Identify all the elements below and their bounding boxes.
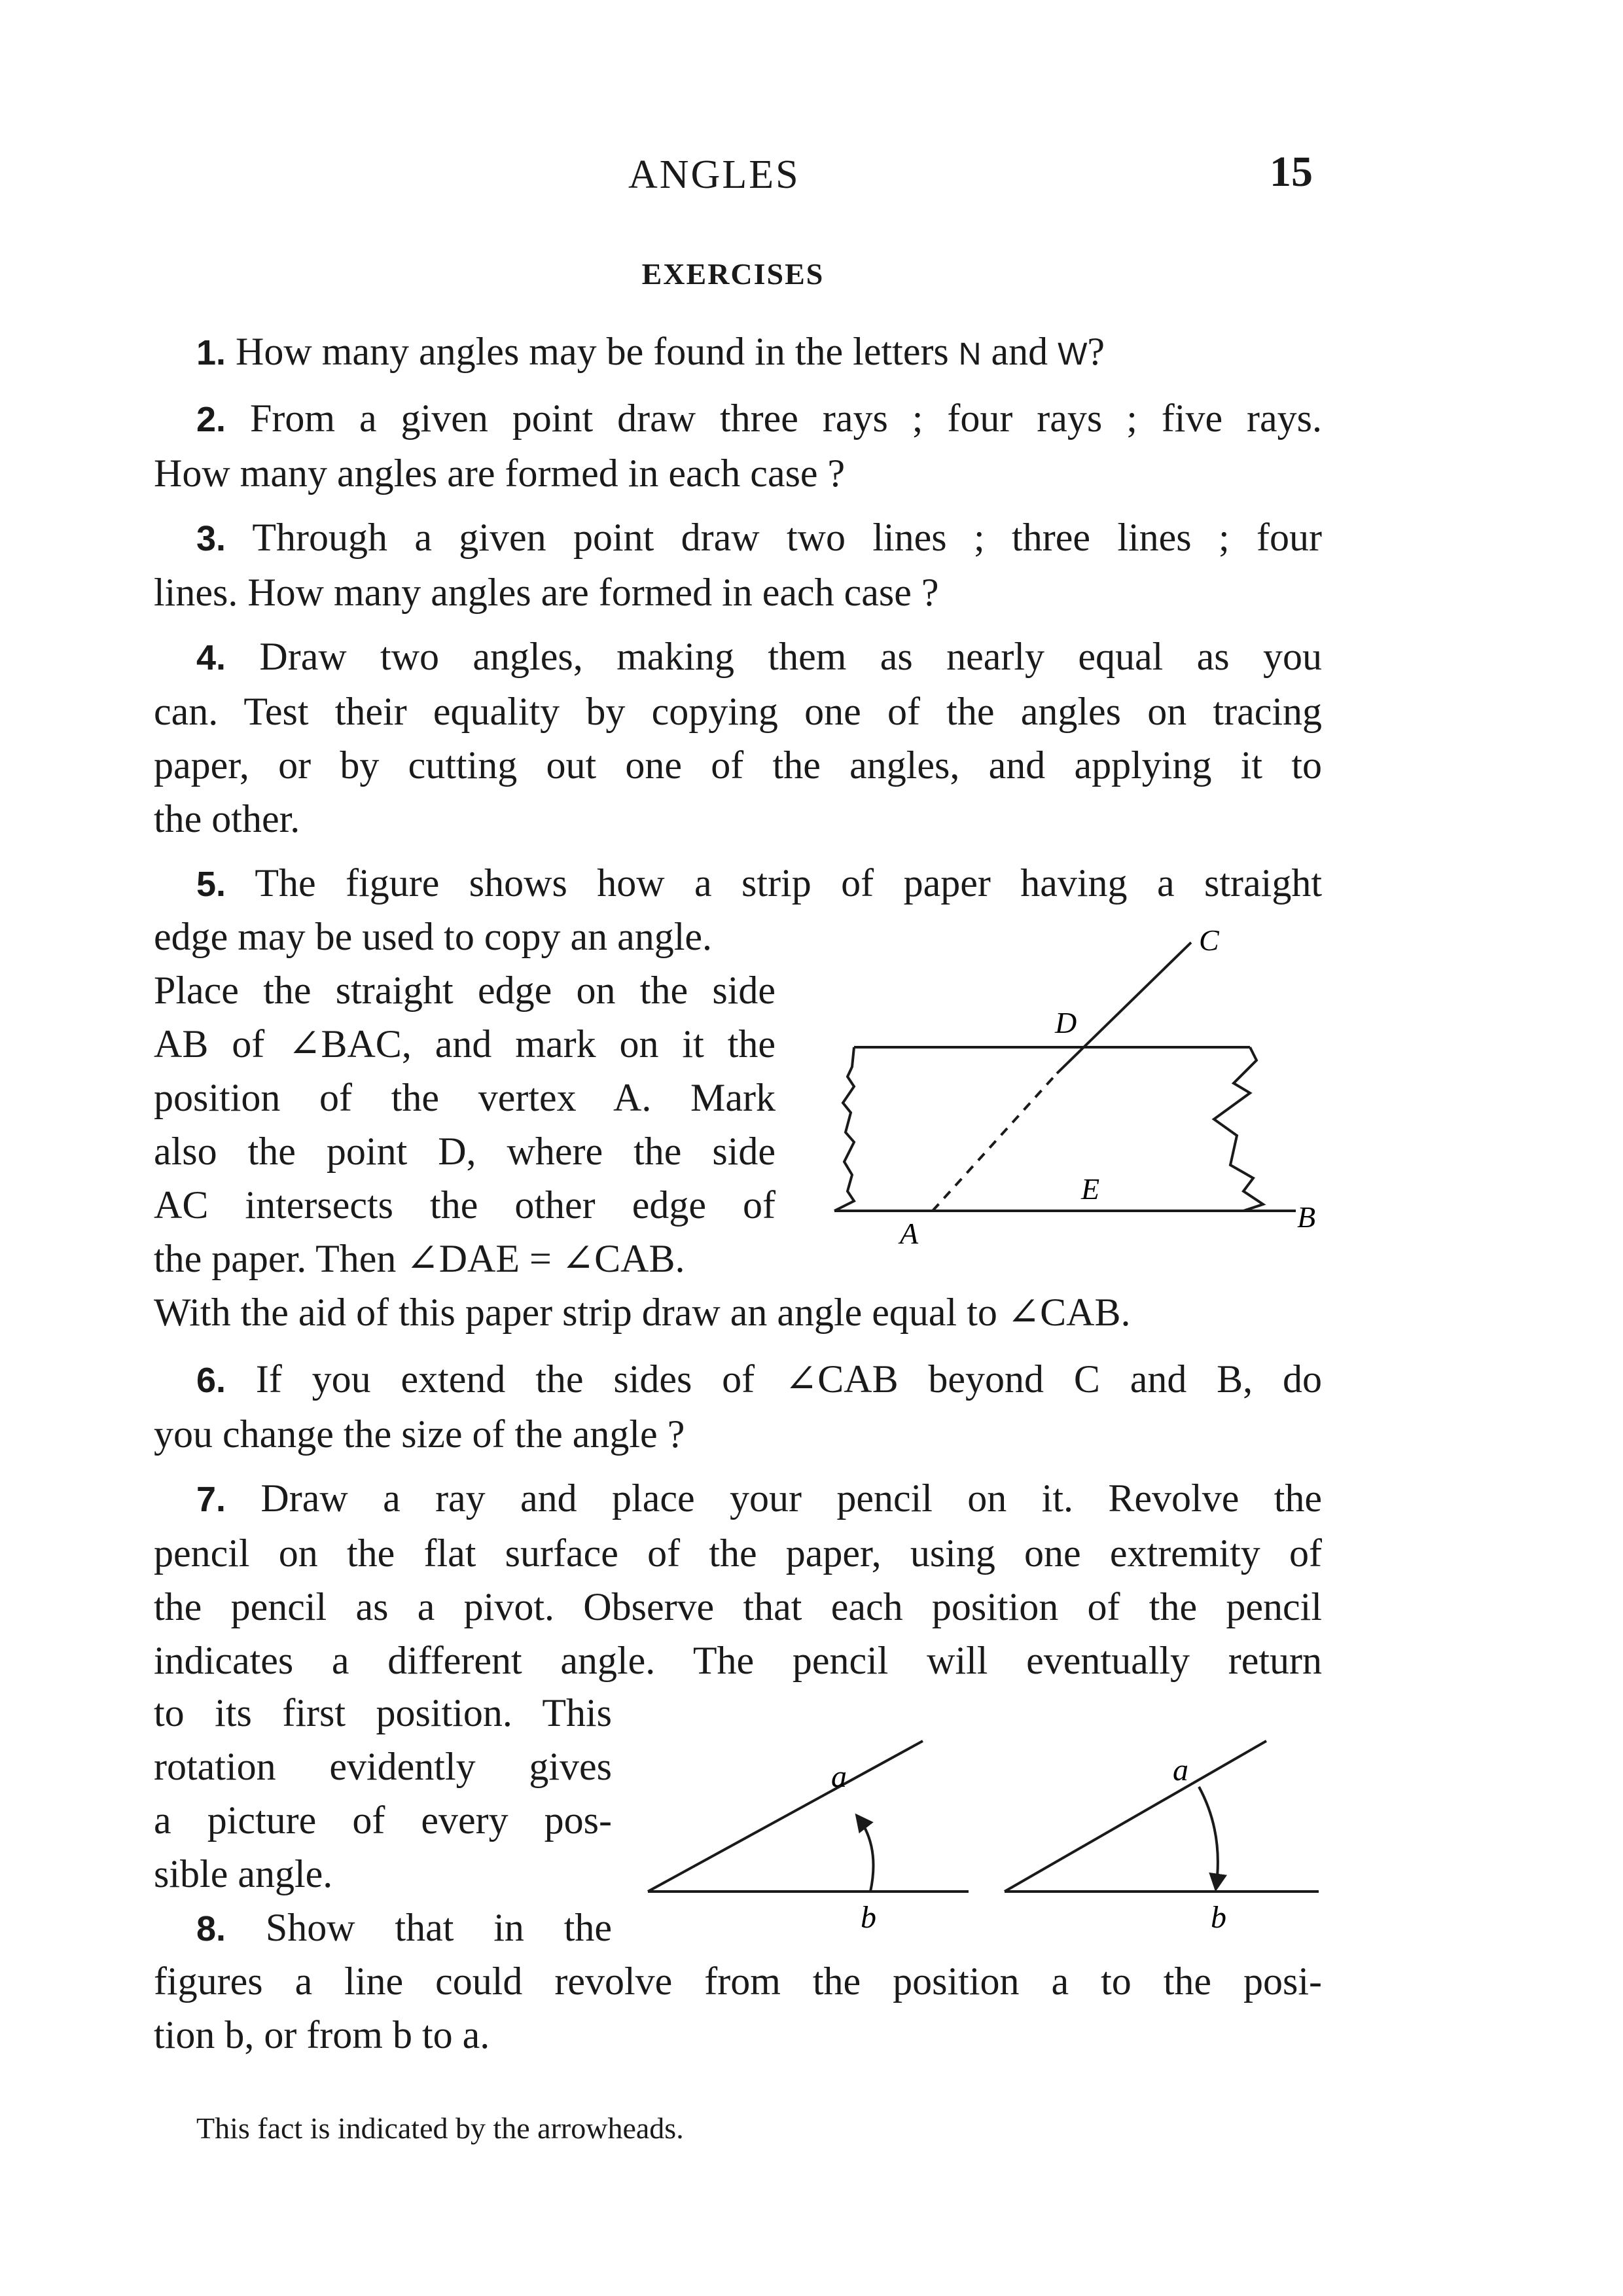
exercise-number: 6. <box>196 1361 226 1400</box>
exercise-number: 3. <box>196 519 226 558</box>
left-ray-a <box>648 1741 923 1892</box>
exercise-number: 7. <box>196 1480 226 1519</box>
ray-ac-dashed <box>933 1073 1057 1211</box>
footnote: This fact is indicated by the arrowheads. <box>196 2111 684 2145</box>
label-d: D <box>1055 1006 1077 1039</box>
right-arc-arrow <box>1199 1787 1218 1888</box>
left-label-a: a <box>831 1759 847 1794</box>
exercise-number: 8. <box>196 1909 226 1948</box>
right-label-a: a <box>1173 1753 1188 1787</box>
exercise-number: 2. <box>196 400 226 439</box>
running-header: ANGLES <box>628 152 800 197</box>
exercise-7-wrapped-text: to its first position. This rotation evidently gives a picture of every pos- sible angle. <box>154 1691 612 1895</box>
exercise-number: 1. <box>196 333 226 372</box>
exercise-number: 5. <box>196 865 226 904</box>
rotation-figures <box>635 1715 1342 1937</box>
label-b: B <box>1297 1200 1316 1234</box>
exercise-7: 7. Draw a ray and place your pencil on it. Revolve the pencil on the flat surface of the paper, using one extremity of the pencil as a pivot. Observe that each position of the pencil indicates a different angle. The pencil will eventually return <box>154 1477 1322 1682</box>
exercise-number: 4. <box>196 638 226 677</box>
exercise-4: 4. Draw two angles, making them as nearly equal as you can. Test their equality by copying one of the angles on tracing paper, or by cutting out one of the angles, and applying it to the other. <box>154 635 1322 840</box>
letter-n: N <box>958 337 982 372</box>
exercise-5-wrapped-text: edge may be used to copy an angle. Place the straight edge on the side AB of ∠BAC, and mark on it the position of the vertex A. Mark also the point D, where the side AC intersects the other edge of the paper. Then ∠DAE = ∠CAB. <box>154 915 776 1280</box>
right-ray-a <box>1005 1741 1266 1892</box>
exercise-1: 1. How many angles may be found in the letters N and W? <box>196 330 1105 373</box>
paper-strip-figure <box>825 916 1335 1257</box>
letter-w: W <box>1058 337 1088 372</box>
label-a: A <box>900 1217 919 1250</box>
strip-right-torn-edge <box>1214 1047 1263 1211</box>
exercise-6: 6. If you extend the sides of ∠CAB beyond C and B, do you change the size of the angle ? <box>154 1357 1323 1456</box>
ray-ac-solid <box>1057 942 1191 1073</box>
label-e: E <box>1081 1172 1100 1206</box>
page-number: 15 <box>1270 148 1313 196</box>
strip-left-torn-edge <box>834 1047 854 1211</box>
section-title: EXERCISES <box>641 257 825 291</box>
exercise-3: 3. Through a given point draw two lines ; three lines ; four lines. How many angles are formed in each case ? <box>154 516 1322 614</box>
exercise-5: 5. The figure shows how a strip of paper having a straight <box>196 861 1322 905</box>
label-c: C <box>1199 924 1219 957</box>
left-arc-arrow <box>857 1816 874 1892</box>
left-label-b: b <box>861 1900 876 1935</box>
exercise-2: 2. From a given point draw three rays ; four rays ; five rays. How many angles are formed in each case ? <box>154 397 1323 495</box>
exercise-8: 8. Show that in the <box>196 1906 612 1949</box>
right-label-b: b <box>1211 1900 1226 1935</box>
